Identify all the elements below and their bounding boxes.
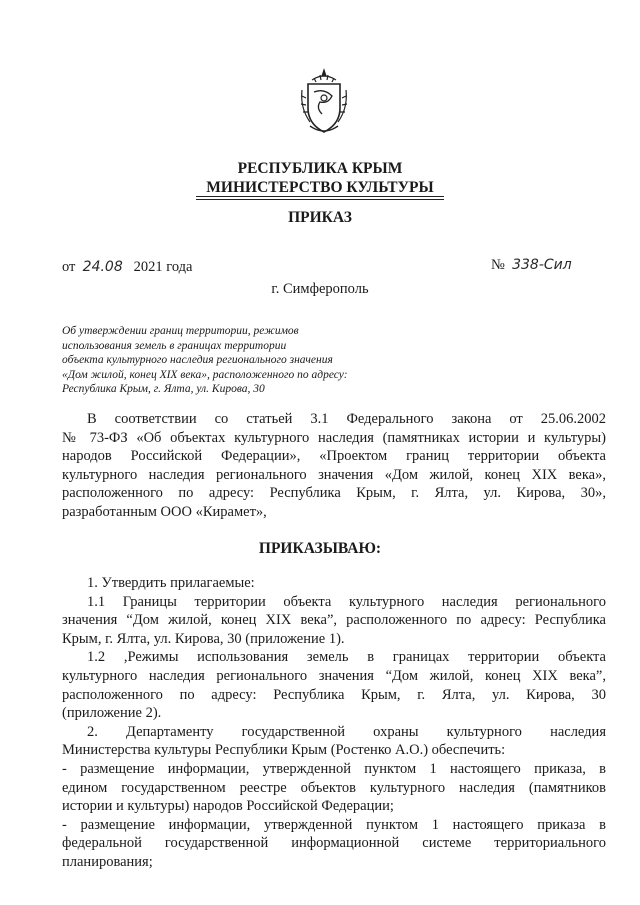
body-line: Министерства культуры Республики Крым (Ростенко А.О.) обеспечить: [62, 742, 506, 759]
body-line: 2. Департаменту государственной охраны культурного наследия [87, 723, 606, 740]
org-title-republic: РЕСПУБЛИКА КРЫМ [237, 160, 403, 177]
date-year: 2021 года [133, 259, 193, 275]
header-rule-top [196, 196, 444, 197]
preamble-paragraph [62, 410, 606, 522]
body-line: (приложение 2). [62, 705, 162, 722]
body-line: планирования; [62, 853, 153, 870]
body-line: 1. Утвердить прилагаемые: [87, 575, 255, 591]
body-line: - размещение информации, утвержденной пунктом 1 настоящего приказа в [62, 816, 606, 833]
subject-line: «Дом жилой, конец XIX века», расположенного по адресу: [62, 368, 348, 381]
body-line: Крым, г. Ялта, ул. Кирова, 30 (приложение 1). [62, 630, 345, 647]
subject-line: объекта культурного наследия регионального значения [62, 354, 333, 366]
orders-heading: ПРИКАЗЫВАЮ: [258, 540, 382, 557]
crimea-coat-of-arms-emblem [298, 68, 350, 136]
body-line: 1.2 ,Режимы использования земель в границах территории объекта [87, 649, 606, 666]
body-line: 1.1 Границы территории объекта культурного наследия регионального [87, 593, 606, 610]
body-line: едином государственном реестре объектов культурного наследия (памятников [62, 779, 606, 796]
preamble-line: № 73-ФЗ «Об объектах культурного наследия (памятниках истории и культуры) [62, 429, 606, 446]
body-line: истории и культуры) народов Российской Федерации; [62, 798, 394, 815]
org-title-ministry: МИНИСТЕРСТВО КУЛЬТУРЫ [206, 179, 434, 196]
number-handwritten: 338-Сил [512, 257, 572, 273]
header-rule-bottom [196, 199, 444, 200]
body-line: расположенного по адресу: Республика Крым, г. Ялта, ул. Кирова, 30 [62, 686, 606, 703]
order-number [491, 257, 572, 274]
preamble-line: расположенного по адресу: Республика Крым, г. Ялта, ул. Кирова, 30», [62, 485, 606, 502]
body-line: культурного наследия регионального значения “Дом жилой, конец XIX века”, [62, 667, 606, 684]
preamble-line: народов Российской Федерации», «Проектом границ территории объекта [62, 448, 606, 465]
preamble-line: В соответствии со статьей 3.1 Федерального закона от 25.06.2002 [87, 411, 606, 427]
date-prefix: от [62, 259, 76, 275]
subject-line: Об утверждении границ территории, режимов [62, 325, 299, 337]
body-line: - размещение информации, утвержденной пунктом 1 настоящего приказа, в [62, 760, 606, 777]
subject-line: Республика Крым, г. Ялта, ул. Кирова, 30 [62, 383, 265, 395]
order-date [62, 259, 192, 276]
city: г. Симферополь [271, 281, 369, 297]
date-handwritten: 24.08 [82, 259, 123, 275]
number-label: № [491, 257, 505, 273]
order-subject [62, 324, 362, 397]
preamble-line: разработанным ООО «Кирамет», [62, 503, 267, 520]
body-line: федеральной государственной информационной системе территориального [62, 835, 606, 852]
document-type-title: ПРИКАЗ [288, 209, 352, 226]
order-body [62, 574, 606, 872]
body-line: значения “Дом жилой, конец XIX века”, расположенного по адресу: Республика [62, 612, 606, 629]
subject-line: использования земель в границах территории [62, 339, 287, 352]
preamble-line: культурного наследия регионального значения «Дом жилой, конец XIX века», [62, 466, 606, 483]
